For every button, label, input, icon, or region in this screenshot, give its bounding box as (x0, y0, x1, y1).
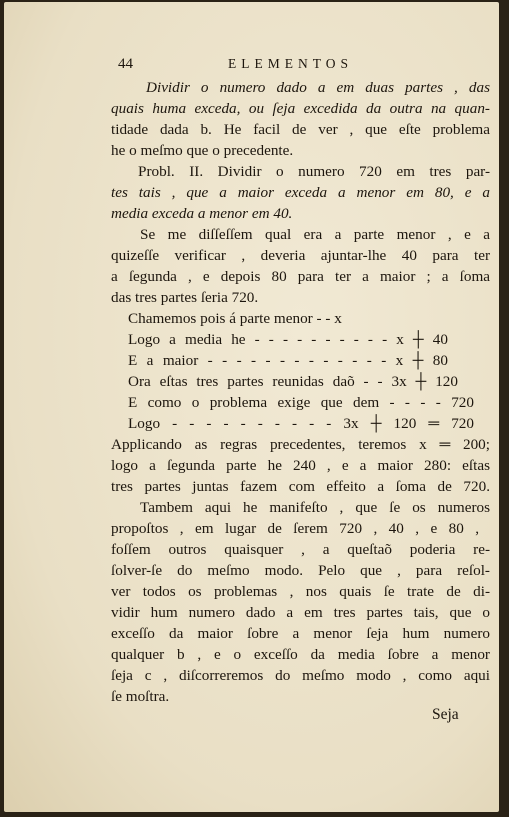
text-line: Applicando as regras precedentes, teremos x ═ 200; (111, 436, 490, 453)
text-line: tes tais , que a maior exceda a menor em 80, e a (111, 184, 490, 201)
text-line: Tambem aqui he manifeſto , que ſe os numeros (140, 499, 490, 516)
equation-line: Logo - - - - - - - - - - 3x ┼ 120 ═ 720 (128, 415, 474, 432)
text-line: vidir hum numero dado a em tres partes tais, que o (111, 604, 490, 621)
text-line: das tres partes ſeria 720. (111, 289, 259, 306)
text-line: Probl. II. Dividir o numero 720 em tres par- (138, 163, 490, 180)
text-line: exceſſo da maior ſobre a menor ſeja hum numero (111, 625, 490, 642)
text-line: ſe moſtra. (111, 688, 170, 705)
text-line: quizeſſe verificar , deveria ajuntar-lhe 40 para ter (111, 247, 490, 264)
equation-line: E como o problema exige que dem - - - - 720 (128, 394, 474, 411)
text-line: Dividir o numero dado a em duas partes , das (146, 79, 490, 96)
text-line: qualquer b , e o exceſſo da media ſobre a menor (111, 646, 490, 663)
text-line: propoſtos , em lugar de ſerem 720 , 40 , e 80 , (111, 520, 479, 537)
equation-line: Logo a media he - - - - - - - - - - x ┼ 40 (128, 331, 448, 348)
page-number: 44 (118, 56, 133, 72)
text-line: tres partes juntas fazem com effeito a ſoma de 720. (111, 478, 490, 495)
text-line: tidade dada b. He facil de ver , que eſte problema (111, 121, 490, 138)
text-line: Se me diſſeſſem qual era a parte menor , e a (140, 226, 490, 243)
text-line: media exceda a menor em 40. (111, 205, 293, 222)
equation-line: Ora eſtas tres partes reunidas daõ - - 3x ┼ 120 (128, 373, 458, 390)
running-head: ELEMENTOS (228, 56, 353, 71)
text-line: foſſem outros quaisquer , a queſtaõ poderia re- (111, 541, 490, 558)
equation-line: E a maior - - - - - - - - - - - - - x ┼ 80 (128, 352, 448, 369)
text-line: a ſegunda , e depois 80 para ter a maior ; a ſoma (111, 268, 490, 285)
text-line: ſeja c , diſcorreremos do meſmo modo , como aqui (111, 667, 490, 684)
equation-line: Chamemos pois á parte menor - - x (128, 310, 342, 327)
catchword: Seja (432, 706, 459, 723)
text-line: quais huma exceda, ou ſeja excedida da outra na quan- (111, 100, 490, 117)
text-line: he o meſmo que o precedente. (111, 142, 294, 159)
text-line: logo a ſegunda parte he 240 , e a maior 280: eſtas (111, 457, 490, 474)
text-line: ſolver-ſe do meſmo modo. Pelo que , para reſol- (111, 562, 490, 579)
text-line: ver todos os problemas , nos quais ſe trate de di- (111, 583, 490, 600)
